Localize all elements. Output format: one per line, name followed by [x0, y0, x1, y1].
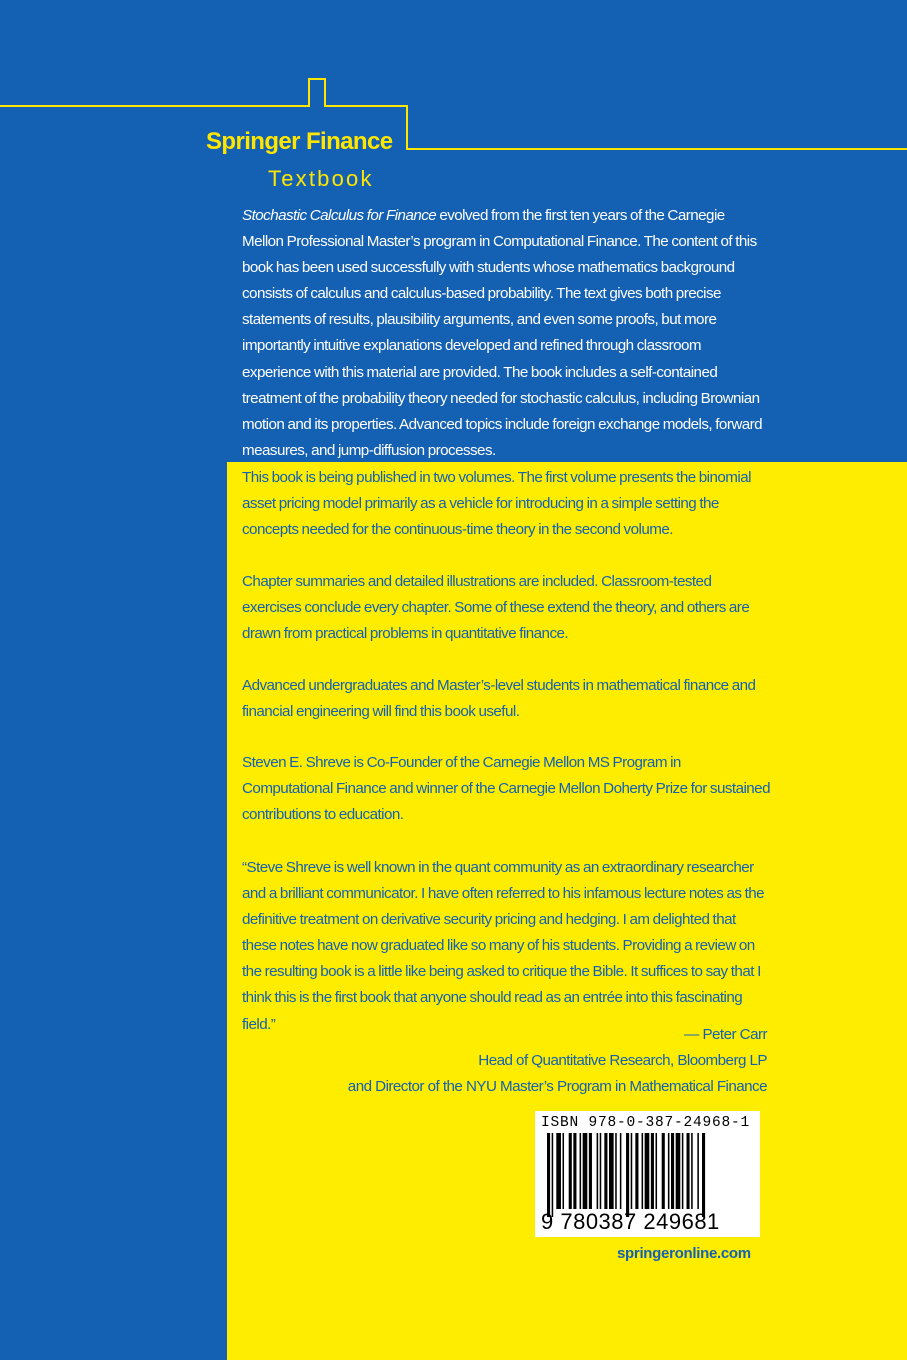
barcode-bar	[609, 1133, 614, 1209]
barcode-bar	[597, 1133, 599, 1209]
attribution-name: — Peter Carr	[684, 1026, 767, 1043]
corner-line-vertical-c	[406, 105, 408, 150]
barcode-bar	[682, 1133, 684, 1209]
barcode-bar	[604, 1133, 607, 1209]
barcode-bar	[589, 1133, 592, 1209]
corner-line-vertical-b	[324, 78, 326, 107]
barcode-bar	[642, 1133, 644, 1209]
quote-attribution	[348, 1022, 767, 1100]
series-name: Springer Finance	[206, 128, 393, 155]
barcode-bar	[620, 1133, 622, 1209]
barcode-bar	[573, 1133, 576, 1209]
isbn-barcode	[535, 1111, 760, 1237]
publisher-website: springeronline.com	[617, 1245, 751, 1262]
series-type: Textbook	[268, 166, 374, 191]
barcode-bar	[676, 1133, 681, 1209]
audience-paragraph: Advanced undergraduates and Master’s-level students in mathematical finance and financial engineering will find this book useful.	[242, 677, 756, 721]
barcode-bar	[626, 1133, 629, 1217]
barcode-bar	[556, 1133, 561, 1209]
barcode-bar	[563, 1133, 565, 1209]
barcode-bar	[569, 1133, 572, 1209]
corner-line-horizontal-left	[0, 105, 310, 107]
barcode-bar	[631, 1133, 633, 1209]
barcode-bar	[656, 1133, 658, 1209]
barcode-bar	[580, 1133, 582, 1209]
barcode-number: 9 780387 249681	[541, 1209, 720, 1234]
book-description	[242, 203, 768, 464]
barcode-bar	[645, 1133, 650, 1209]
isbn-label: ISBN 978-0-387-24968-1	[541, 1115, 751, 1131]
barcode-bar	[651, 1133, 654, 1209]
barcode-bar	[662, 1133, 665, 1209]
barcode-bar	[552, 1133, 554, 1217]
barcode-bars	[547, 1133, 747, 1217]
barcode-bar	[697, 1133, 699, 1209]
barcode-bar	[615, 1133, 617, 1209]
description-text: evolved from the first ten years of the Carnegie Mellon Professional Master’s program in Computational Finance. The content of this book has been used successfully with students whose mathematics background consists of calculus and calculus-based probability. The text gives both precise statements of results, plausibility arguments, and even some proofs, but more importantly intuitive explanations developed and refined through classroom experience with this material are provided. The book includes a self-contained treatment of the probability theory needed for stochastic calculus, including Brownian motion and its properties. Advanced topics include foreign exchange models, forward measures, and jump-diffusion processes.	[242, 207, 763, 459]
author-paragraph: Steven E. Shreve is Co-Founder of the Carnegie Mellon MS Program in Computational Finance and winner of the Carnegie Mellon Doherty Prize for sustained contributions to education.	[242, 754, 770, 824]
volumes-paragraph: This book is being published in two volumes. The first volume presents the binomial asset pricing model primarily as a vehicle for introducing in a simple setting the concepts needed for the continuous-time theory in the second volume.	[242, 469, 751, 539]
barcode-bar	[687, 1133, 690, 1209]
summaries-paragraph: Chapter summaries and detailed illustrations are included. Classroom-tested exercises conclude every chapter. Some of these extend the theory, and others are drawn from practical problems in quantitative finance.	[242, 573, 750, 643]
barcode-bar	[583, 1133, 588, 1209]
corner-line-horizontal-right	[406, 148, 907, 150]
attribution-role: Head of Quantitative Research, Bloomberg LP	[478, 1052, 767, 1070]
corner-line-vertical-a	[308, 78, 310, 107]
barcode-bar	[635, 1133, 638, 1209]
barcode-bar	[547, 1133, 550, 1217]
book-title: Stochastic Calculus for Finance	[242, 207, 437, 224]
barcode-bar	[671, 1133, 674, 1209]
barcode-bar	[600, 1133, 602, 1209]
barcode-bar	[691, 1133, 693, 1209]
attribution-role-2: and Director of the NYU Master’s Program in Mathematical Finance	[347, 1078, 767, 1096]
corner-line-horizontal-mid	[324, 105, 408, 107]
barcode-bar	[668, 1133, 670, 1209]
review-quote: “Steve Shreve is well known in the quant community as an extraordinary researcher and a brilliant communicator. I have often referred to his infamous lecture notes as the definitive treatment on derivative security pricing and hedging. I am delighted that these notes have now graduated like so many of his students. Providing a review on the resulting book is a little like being asked to critique the Bible. It suffices to say that I think this is the first book that anyone should read as an entrée into this fascinating field.”	[242, 859, 765, 1033]
barcode-bar	[702, 1133, 705, 1217]
